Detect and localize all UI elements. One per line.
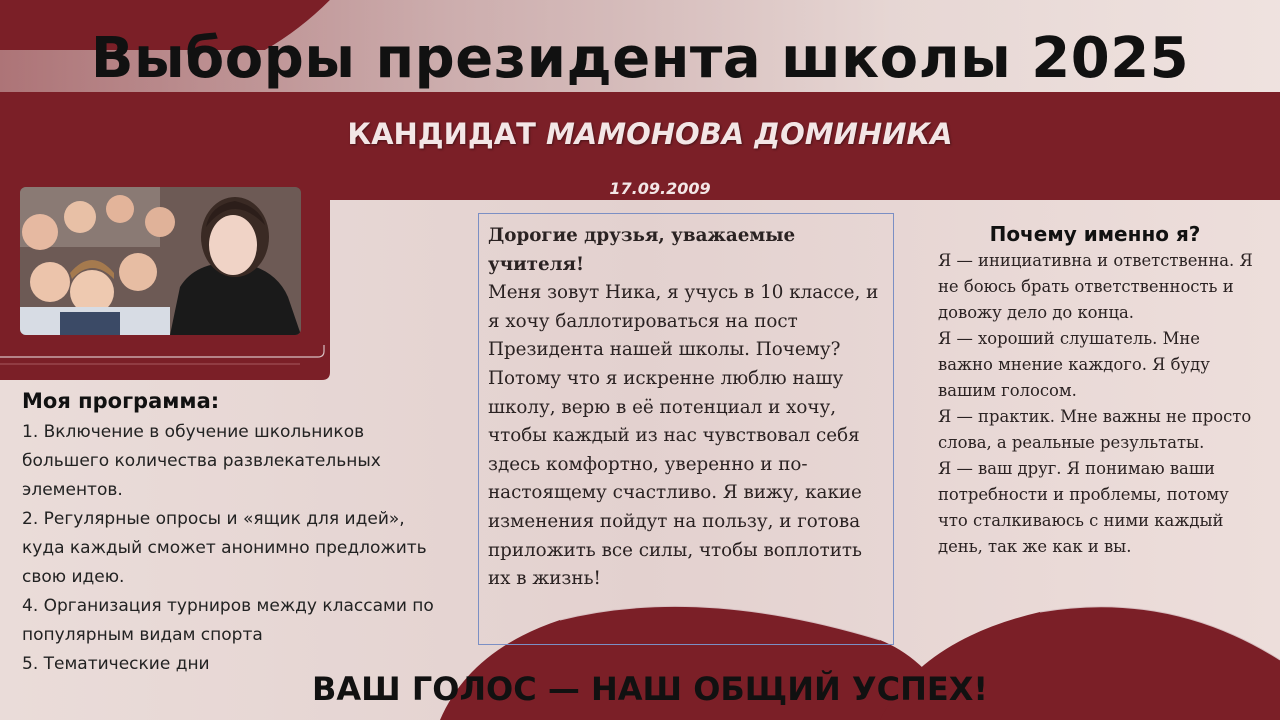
candidate-photo: [20, 187, 301, 335]
candidate-name: МАМОНОВА ДОМИНИКА: [545, 117, 953, 151]
letter-body: Меня зовут Ника, я учусь в 10 классе, и я хочу баллотироваться на пост Президента нашей школы. Почему? Потому что я искренне люблю нашу школу, верю в её потенциал и хочу, чтобы каждый из нас чувствовал себя здесь комфортно, уверенно и по-настоящему счастливо. Я вижу, какие изменения пойдут на пользу, и готова приложить все силы, чтобы воплотить их в жизнь!: [488, 282, 879, 590]
program-list: [22, 418, 442, 679]
list-item: Я — ваш друг. Я понимаю ваши потребности и проблемы, потому что сталкиваюсь с ними каждый день, так же как и вы.: [938, 459, 1229, 556]
list-item: Я — хороший слушатель. Мне важно мнение каждого. Я буду вашим голосом.: [938, 329, 1210, 400]
candidate-line: [0, 117, 1280, 151]
candidate-date: 17.09.2009: [609, 179, 711, 198]
list-item: 2. Регулярные опросы и «ящик для идей», куда каждый сможет анонимно предложить свою идею.: [22, 509, 427, 587]
why-list: [938, 248, 1258, 560]
why-heading: Почему именно я?: [989, 222, 1201, 246]
program-heading: Моя программа:: [22, 389, 220, 413]
list-item: 4. Организация турниров между классами по популярным видам спорта: [22, 596, 434, 645]
footer-slogan: ВАШ ГОЛОС — НАШ ОБЩИЙ УСПЕХ!: [312, 670, 988, 708]
letter-greeting: Дорогие друзья, уважаемые учителя!: [488, 225, 796, 275]
list-item: 1. Включение в обучение школьников большего количества развлекательных элементов.: [22, 422, 381, 500]
page-title: Выборы президента школы 2025: [90, 26, 1190, 91]
list-item: Я — инициативна и ответственна. Я не боюсь брать ответственность и довожу дело до конца.: [938, 251, 1253, 322]
letter-box: [478, 213, 894, 645]
candidate-photo-icon: [20, 187, 301, 335]
list-item: Я — практик. Мне важны не просто слова, а реальные результаты.: [938, 407, 1252, 452]
candidate-label: КАНДИДАТ: [347, 117, 536, 151]
list-item: 5. Тематические дни: [22, 654, 210, 674]
